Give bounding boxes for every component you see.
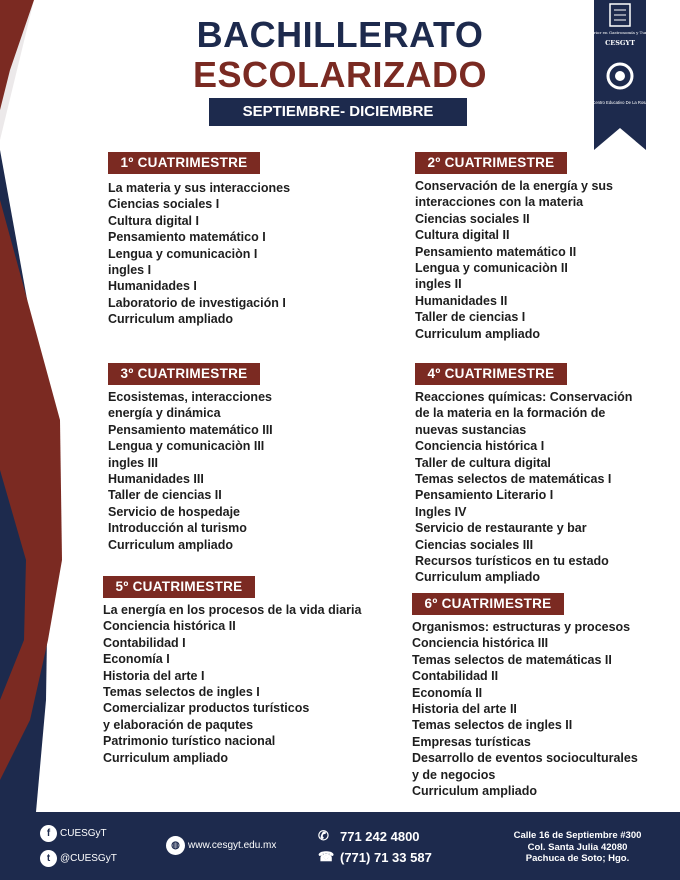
globe-icon: ◍ [166,836,185,855]
subject-item: Humanidades I [108,279,197,294]
subject-item: ingles I [108,263,152,278]
title-line2: ESCOLARIZADO [193,54,487,95]
subject-item: Curriculum ampliado [415,326,541,341]
twitter-link[interactable] [40,850,117,867]
subject-item: Taller de ciencias II [108,488,222,503]
subject-item: Desarrollo de eventos socioculturales y de negocios [412,751,638,782]
subject-item: Historia del arte I [103,668,205,683]
subject-item: La materia y sus interacciones [108,181,291,195]
subject-item: Economía II [412,685,483,700]
subject-item: Ciencias sociales III [415,537,534,552]
semester-2-header: 2º CUATRIMESTRE [415,152,567,174]
address-line-3: Pachuca de Soto; Hgo. [525,853,630,864]
subject-item: Ecosistemas, interacciones energía y dinámica [108,390,272,421]
subject-item: Lengua y comunicaciòn II [415,261,568,276]
subject-item: Introducción al turismo [108,521,247,536]
decorative-stripes [0,0,70,812]
semester-4-subjects [415,389,675,586]
badge-acronym: CESGYT [605,39,635,47]
website-link[interactable] [166,836,276,855]
subject-item: Humanidades III [108,472,204,487]
subject-item: Contabilidad II [412,669,499,684]
subject-item: Empresas turísticas [412,734,531,749]
school-badge [583,0,657,150]
subject-item: Contabilidad I [103,635,186,650]
subject-item: Lengua y comunicaciòn I [108,246,258,261]
subject-item: Laboratorio de investigación I [108,295,286,310]
badge-text-bottom: Centro Educativo De La Rosa [592,100,648,105]
subject-item: Taller de ciencias I [415,310,526,325]
subject-item: Humanidades II [415,293,508,308]
subject-item: Conciencia histórica II [103,619,236,634]
facebook-link[interactable] [40,825,107,842]
subject-item: Servicio de restaurante y bar [415,521,587,536]
subject-item: Temas selectos de ingles II [412,718,573,733]
semester-5-header: 5º CUATRIMESTRE [103,576,255,598]
website-url: www.cesgyt.edu.mx [188,840,277,851]
semester-3-subjects [108,389,398,553]
subject-item: Temas selectos de matemáticas II [412,652,612,667]
semester-6-header: 6º CUATRIMESTRE [412,593,564,615]
phone-whatsapp [318,828,420,844]
facebook-icon: f [40,825,57,842]
subject-item: Cultura digital I [108,213,199,228]
subject-item: Lengua y comunicaciòn III [108,439,265,454]
subject-item: Recursos turísticos en tu estado [415,554,609,569]
subject-item: ingles II [415,277,462,292]
period-banner: SEPTIEMBRE- DICIEMBRE [209,98,467,126]
twitter-handle: @CUESGyT [60,853,117,864]
title-line1: BACHILLERATO [196,14,484,55]
whatsapp-icon: ✆ [318,828,329,843]
subject-item: Pensamiento matemático II [415,244,577,259]
subject-item: Reacciones químicas: Conservación de la materia en la formación de nuevas sustancias [415,390,633,437]
subject-item: Conservación de la energía y sus interacciones con la materia [415,179,613,210]
subject-item: Economía I [103,652,170,667]
address-line-2: Col. Santa Julia 42080 [527,841,628,853]
semester-1-header: 1º CUATRIMESTRE [108,152,260,174]
subject-item: Curriculum ampliado [103,750,229,765]
twitter-icon: t [40,850,57,867]
subject-item: Curriculum ampliado [415,570,541,585]
subject-item: ingles III [108,455,159,470]
subject-item: Temas selectos de ingles I [103,685,260,700]
subject-item: Cultura digital II [415,228,510,243]
subject-item: Curriculum ampliado [108,537,234,552]
phone-icon: ☎ [318,849,335,864]
phone-landline [318,849,432,865]
subject-item: Ciencias sociales I [108,197,220,212]
subject-item: Curriculum ampliado [412,784,538,799]
phone-number-1: 771 242 4800 [340,828,420,844]
semester-3-header: 3º CUATRIMESTRE [108,363,260,385]
subject-item: Pensamiento matemático I [108,230,266,245]
subject-item: Patrimonio turístico nacional [103,734,276,749]
subject-item: Taller de cultura digital [415,455,551,470]
footer [0,812,680,880]
subject-item: Servicio de hospedaje [108,504,240,519]
badge-text-top: Superior en Gastronomía y Turismo [583,30,657,35]
subject-item: Ingles IV [415,504,467,519]
subject-item: Conciencia histórica I [415,439,545,454]
subject-item: Pensamiento matemático III [108,422,273,437]
address-line-1: Calle 16 de Septiembre #300 [513,830,642,841]
subject-item: Historia del arte II [412,702,517,717]
subject-item: La energía en los procesos de la vida diaria [103,603,362,617]
subject-item: Comercializar productos turísticos y elaboración de paqutes [103,701,310,732]
semester-4-header: 4º CUATRIMESTRE [415,363,567,385]
semester-6-subjects [412,619,677,799]
subject-item: Conciencia histórica III [412,636,549,651]
semester-5-subjects [103,602,403,766]
subject-item: Organismos: estructuras y procesos [412,620,631,634]
subject-item: Curriculum ampliado [108,312,234,327]
semester-1-subjects [108,180,398,328]
semester-2-subjects [415,178,675,342]
phone-number-2: (771) 71 33 587 [340,849,432,865]
subject-item: Pensamiento Literario I [415,488,554,503]
address [500,830,655,865]
facebook-handle: CUESGyT [60,828,107,839]
subject-item: Temas selectos de matemáticas I [415,472,612,487]
subject-item: Ciencias sociales II [415,211,530,226]
